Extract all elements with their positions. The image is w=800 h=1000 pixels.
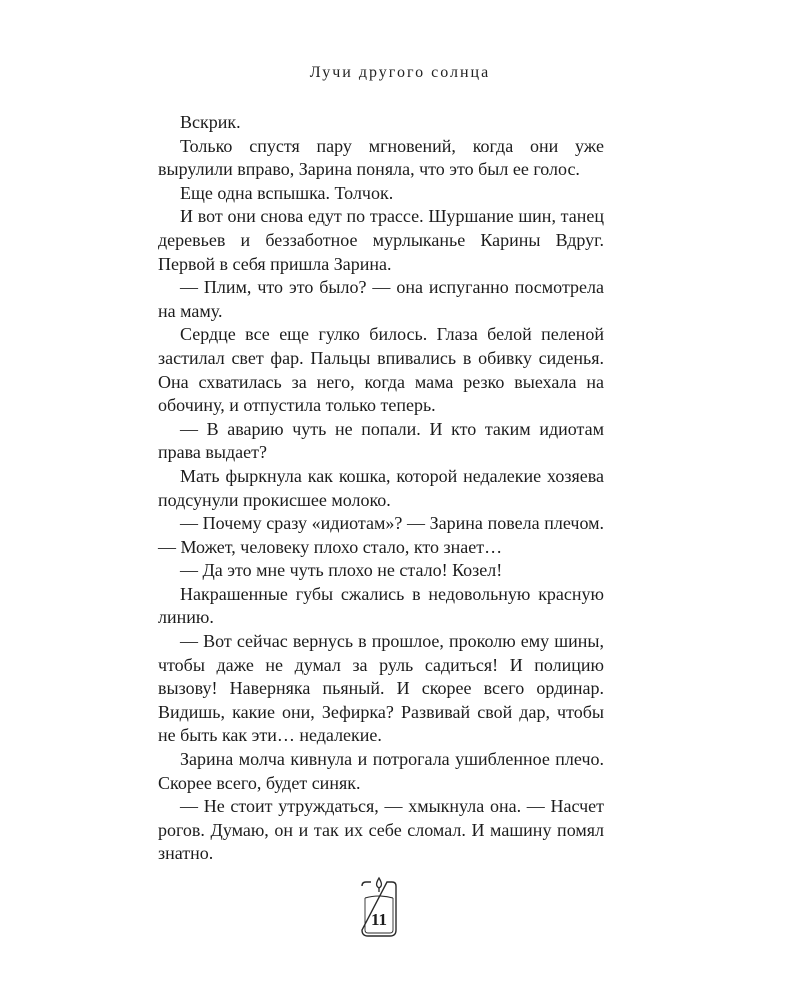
paragraph: — Плим, что это было? — она испуганно посмотрела на маму. <box>158 277 604 321</box>
paragraph: Мать фыркнула как кошка, которой недалекие хозяева подсунули прокисшее молоко. <box>158 465 604 510</box>
page-number: 11 <box>370 910 388 929</box>
paragraph: — Вот сейчас вернусь в прошлое, проколю ему шины, чтобы даже не думал за руль садиться! И полицию вызову! Наверняка пьяный. И скорее всего ординар. Видишь, какие они, Зефирка? Развивай свой дар, чтобы не быть как эти… недалекие. <box>158 631 604 746</box>
paragraph: Накрашенные губы сжались в недовольную красную линию. <box>158 583 604 628</box>
paragraph: — Да это мне чуть плохо не стало! Козел! <box>180 560 503 581</box>
paragraph: Еще одна вспышка. Толчок. <box>180 182 394 203</box>
paragraph: — В аварию чуть не попали. И кто таким идиотам права выдает? <box>158 418 604 463</box>
candle-icon <box>353 872 405 942</box>
paragraph: — Почему сразу «идиотам»? — Зарина повела плечом. — Может, человеку плохо стало, кто знает… <box>158 513 604 557</box>
paragraph: — Не стоит утруждаться, — хмыкнула она. — Насчет рогов. Думаю, он и так их себе сломал. И машину помял знатно. <box>158 796 604 864</box>
body-text <box>158 111 604 866</box>
paragraph: Только спустя пару мгновений, когда они уже вырулили вправо, Зарина поняла, что это был ее голос. <box>158 135 604 180</box>
paragraph: И вот они снова едут по трассе. Шуршание шин, танец деревьев и беззаботное мурлыканье Карины Вдруг. Первой в себя пришла Зарина. <box>158 206 604 274</box>
paragraph: Зарина молча кивнула и потрогала ушибленное плечо. Скорее всего, будет синяк. <box>158 749 604 793</box>
running-title: Лучи другого солнца <box>309 64 491 81</box>
paragraph: Вскрик. <box>180 112 241 132</box>
page-folio <box>353 872 405 942</box>
paragraph: Сердце все еще гулко билось. Глаза белой пеленой застилал свет фар. Пальцы впивались в обивку сиденья. Она схватилась за него, когда мама резко выехала на обочину, и отпустила только теперь. <box>158 324 604 416</box>
